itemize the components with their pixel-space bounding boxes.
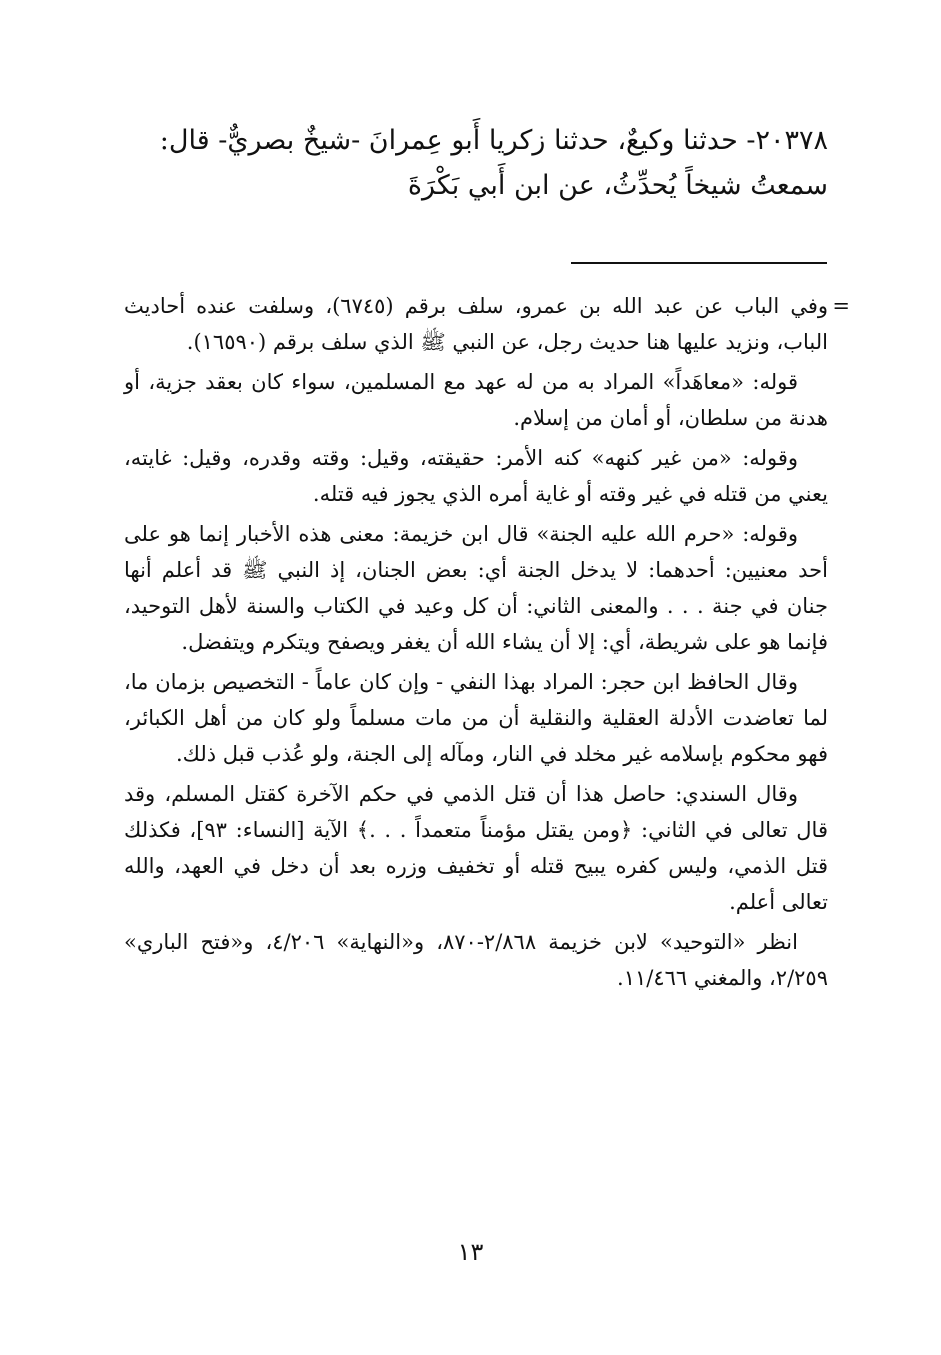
continuation-mark: = (832, 294, 850, 318)
footnote-paragraph-5: وقال الحافظ ابن حجر: المراد بهذا النفي - وإن كان عاماً - التخصيص بزمان ما، لما تعاضدت الأدلة العقلية والنقلية أن من مات مسلماً ولو كان من أهل الكبائر، فهو محكوم بإسلامه غير مخلد في النار، ومآله إلى الجنة، ولو عُذب قبل ذلك. (124, 670, 828, 766)
footnote-paragraph-1 (124, 288, 850, 360)
hadith-text (118, 118, 828, 208)
footnote-paragraph-2: قوله: «معاهَداً» المراد به من له عهد مع المسلمين، سواء كان بعقد جزية، أو هدنة من سلطان، أو أمان من إسلام. (124, 370, 828, 430)
hadith-line-1: ٢٠٣٧٨- حدثنا وكيعٌ، حدثنا زكريا أَبو عِمرانَ -شيخٌ بصريٌّ- قال: (159, 125, 828, 156)
footnote-paragraph-1-text: وفي الباب عن عبد الله بن عمرو، سلف برقم (٦٧٤٥)، وسلفت عنده أحاديث الباب، ونزيد عليها هنا حديث رجل، عن النبي ﷺ الذي سلف برقم (١٦٥٩٠). (124, 294, 829, 354)
footnote-separator (571, 262, 827, 264)
page-number: ١٣ (457, 1238, 484, 1266)
footnote-paragraph-7: انظر «التوحيد» لابن خزيمة ٢/٨٦٨-٨٧٠، و«النهاية» ٤/٢٠٦، و«فتح الباري» ٢/٢٥٩، والمغني ١١/٤٦٦. (124, 930, 828, 990)
footnotes (124, 288, 850, 1000)
hadith-line-2: سمعتُ شيخاً يُحدِّثُ، عن ابن أَبي بَكْرَةَ (407, 170, 828, 201)
footnote-paragraph-6: وقال السندي: حاصل هذا أن قتل الذمي في حكم الآخرة كقتل المسلم، وقد قال تعالى في الثاني: ﴿ومن يقتل مؤمناً متعمداً . . .﴾ الآية [النساء: ٩٣]، فكذلك قتل الذمي، وليس كفره يبيح قتله أو تخفيف وزره بعد أن دخل في العهد، والله تعالى أعلم. (124, 782, 828, 914)
footnote-paragraph-4: وقوله: «حرم الله عليه الجنة» قال ابن خزيمة: معنى هذه الأخبار إنما هو على أحد معنيين: أحدهما: لا يدخل الجنة أي: بعض الجنان، إذ النبي ﷺ قد أعلم أنها جنان في جنة . . . والمعنى الثاني: أن كل وعيد في الكتاب والسنة لأهل التوحيد، فإنما هو على شريطة، أي: إلا أن يشاء الله أن يغفر ويصفح ويتكرم ويتفضل. (124, 522, 828, 654)
footnote-paragraph-3: وقوله: «من غير كنهه» كنه الأمر: حقيقته، وقيل: وقته وقدره، وقيل: غايته، يعني من قتله في غير وقته أو غاية أمره الذي يجوز فيه قتله. (124, 446, 828, 506)
